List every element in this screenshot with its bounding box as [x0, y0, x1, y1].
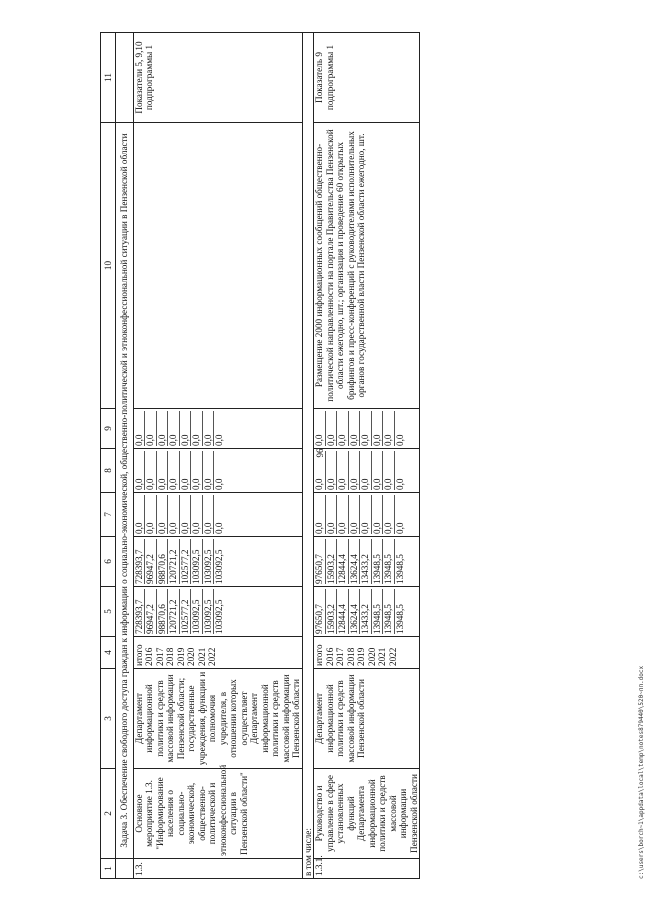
file-path-footer: c:\users\borch~1\appdata\local\temp\notes879440\520~пп.docx: [638, 665, 645, 879]
funding-cell-col8: [133, 449, 302, 493]
year: 2021: [196, 647, 207, 666]
years-cell: [314, 637, 420, 669]
year: 2021: [377, 647, 387, 666]
value: 96947,2: [145, 589, 157, 634]
header-cell: 2: [101, 769, 116, 859]
value: 0,0: [349, 451, 361, 490]
year: 2018: [165, 647, 175, 666]
value: 0,0: [145, 495, 157, 534]
value: 0,0: [383, 451, 395, 490]
value: 13624,4: [349, 539, 361, 584]
value: 0,0: [134, 495, 146, 534]
value: 12844,4: [337, 539, 349, 584]
row-number: 1.3.1.: [314, 859, 420, 879]
header-cell: 10: [101, 123, 116, 409]
value: 0,0: [203, 411, 215, 446]
page-number: 96: [315, 448, 325, 458]
value: 98870,6: [157, 589, 169, 634]
value: 103092,5: [191, 589, 203, 634]
year: итого: [133, 644, 144, 666]
value: 0,0: [191, 495, 203, 534]
value: 102577,2: [180, 589, 192, 634]
indicator-ref: Показатель 9 подпрограммы 1: [314, 33, 420, 123]
value: 0,0: [157, 411, 169, 446]
value: 0,0: [372, 411, 384, 446]
funding-cell-col7: [314, 493, 420, 537]
value: 0,0: [214, 478, 224, 490]
value: 0,0: [337, 411, 349, 446]
value: 0,0: [337, 451, 349, 490]
value: 103092,5: [214, 599, 224, 634]
year: 2022: [387, 647, 398, 666]
value: 0,0: [326, 451, 338, 490]
year: 2022: [207, 647, 217, 666]
value: 0,0: [168, 451, 180, 490]
value: 120721,2: [168, 539, 180, 584]
value: 13948,5: [372, 539, 384, 584]
row-number: 1.3.: [133, 859, 302, 879]
header-row: [101, 33, 116, 879]
value: 0,0: [360, 451, 372, 490]
value: 0,0: [145, 411, 157, 446]
value: 0,0: [134, 411, 146, 446]
header-cell: 7: [101, 493, 116, 537]
value: 0,0: [191, 411, 203, 446]
value: 0,0: [214, 522, 224, 534]
expected-result: Размещение 2000 информационных сообщений общественно-политической направленности на портале Правительства Пензенской области ежегодно, шт.; организация и проведение 60 открытых брифингов и пресс-конференций с руководителями исполнительных органов государственной власти Пензенской области ежегодно, шт.: [314, 123, 420, 409]
value: 13433,2: [360, 539, 372, 584]
value: 0,0: [168, 411, 180, 446]
year: 2017: [154, 647, 165, 666]
subheader: в том числе:: [302, 33, 314, 879]
year: 2020: [366, 647, 377, 666]
value: 0,0: [168, 495, 180, 534]
task-title: Задача 3. Обеспечение свободного доступа граждан к информации о социально-экономической, общественно-политической и этноконфессиональной ситуации в Пензенской области: [116, 123, 134, 859]
value: 13948,5: [394, 604, 405, 634]
funding-cell-col7: [133, 493, 302, 537]
subheader-row: [302, 33, 314, 879]
header-cell: 8: [101, 449, 116, 493]
value: 0,0: [326, 411, 338, 446]
value: 0,0: [394, 478, 405, 490]
funding-cell-col9: [133, 409, 302, 449]
value: 13624,4: [349, 589, 361, 634]
executor: Департамент информационной политики и средств массовой информации Пензенской области; государственные учреждения, функции и полномочия учредителя, в отношении которых осуществляет Департамент информационной политики и средств массовой информации Пензенской области: [133, 669, 302, 769]
value: 103092,5: [191, 539, 203, 584]
value: 0,0: [203, 451, 215, 490]
value: 0,0: [145, 451, 157, 490]
value: 97650,7: [314, 589, 326, 634]
years-cell: [133, 637, 302, 669]
header-cell: 1: [101, 859, 116, 879]
value: 0,0: [203, 495, 215, 534]
table-row: [133, 33, 302, 879]
value: 0,0: [349, 411, 361, 446]
regional-budget-cell: [133, 537, 302, 587]
value: 0,0: [191, 451, 203, 490]
value: 0,0: [180, 411, 192, 446]
total-funding-cell: [314, 587, 420, 637]
value: 0,0: [157, 495, 169, 534]
year: 2016: [324, 647, 335, 666]
value: 0,0: [394, 522, 405, 534]
value: 0,0: [360, 411, 372, 446]
value: 0,0: [180, 451, 192, 490]
value: 0,0: [314, 411, 326, 446]
regional-budget-cell: [314, 537, 420, 587]
value: 0,0: [337, 495, 349, 534]
header-cell: 5: [101, 587, 116, 637]
value: 15903,2: [326, 589, 338, 634]
measure-name: Руководство и управление в сфере установленных функций Департамента информационной политики и средств массовой информации Пензенской области: [314, 769, 420, 859]
value: 12844,4: [337, 589, 349, 634]
value: 0,0: [360, 495, 372, 534]
value: 15903,2: [326, 539, 338, 584]
indicator-ref: Показатели 5, 9,10 подпрограммы 1: [133, 33, 302, 123]
value: 0,0: [157, 451, 169, 490]
value: 103092,5: [203, 589, 215, 634]
year: 2019: [175, 647, 186, 666]
task-row: [116, 33, 134, 879]
value: 728393,7: [134, 589, 146, 634]
value: 102577,2: [180, 539, 192, 584]
total-funding-cell: [133, 587, 302, 637]
expected-result: [133, 123, 302, 409]
value: 97650,7: [314, 539, 326, 584]
funding-cell-col9: [314, 409, 420, 449]
value: 0,0: [326, 495, 338, 534]
value: 0,0: [134, 451, 146, 490]
value: 0,0: [314, 451, 326, 490]
value: 13433,2: [360, 589, 372, 634]
value: 98870,6: [157, 539, 169, 584]
year: 2016: [144, 647, 154, 666]
year: 2019: [356, 647, 366, 666]
value: 0,0: [314, 495, 326, 534]
value: 120721,2: [168, 589, 180, 634]
value: 13948,5: [394, 554, 405, 584]
value: 0,0: [383, 411, 395, 446]
value: 0,0: [372, 451, 384, 490]
value: 0,0: [214, 434, 224, 446]
value: 103092,5: [214, 549, 224, 584]
table-row: [314, 33, 420, 879]
header-cell: 4: [101, 637, 116, 669]
value: 0,0: [372, 495, 384, 534]
value: 728393,7: [134, 539, 146, 584]
value: 0,0: [180, 495, 192, 534]
value: 103092,5: [203, 539, 215, 584]
year: 2018: [345, 647, 356, 666]
header-cell: 3: [101, 669, 116, 769]
header-cell: 11: [101, 33, 116, 123]
executor: Департамент информационной политики и средств массовой информации Пензенской области: [314, 669, 420, 769]
value: 0,0: [349, 495, 361, 534]
header-cell: 9: [101, 409, 116, 449]
value: 96947,2: [145, 539, 157, 584]
value: 0,0: [383, 495, 395, 534]
rotated-page-content: [100, 13, 645, 879]
value: 13948,5: [383, 539, 395, 584]
measure-name: Основное мероприятие 1.3. "Информирование населения о социально-экономической, общественно-политической и этноконфессиональной ситуации в Пензенской области": [133, 769, 302, 859]
year: итого: [314, 644, 324, 666]
year: 2020: [186, 647, 196, 666]
funding-cell-col8: [314, 449, 420, 493]
value: 13948,5: [383, 589, 395, 634]
header-cell: 6: [101, 537, 116, 587]
program-table: [100, 32, 420, 879]
value: 0,0: [394, 434, 405, 446]
value: 13948,5: [372, 589, 384, 634]
year: 2017: [335, 647, 345, 666]
